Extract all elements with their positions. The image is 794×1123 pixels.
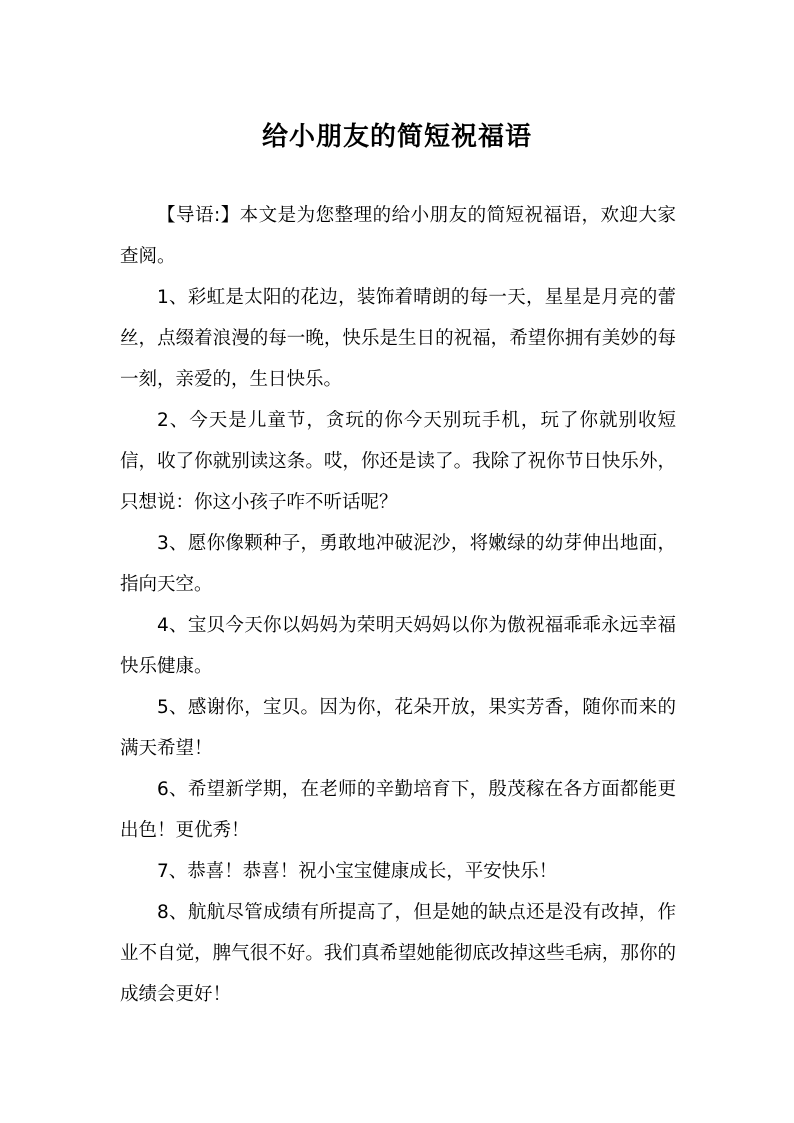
paragraph-item-3: 3、愿你像颗种子，勇敢地冲破泥沙，将嫩绿的幼芽伸出地面，指向天空。 bbox=[120, 533, 676, 595]
paragraph-intro: 【导语:】本文是为您整理的给小朋友的简短祝福语，欢迎大家查阅。 bbox=[120, 205, 676, 267]
paragraph-item-7: 7、恭喜！恭喜！祝小宝宝健康成长，平安快乐！ bbox=[157, 861, 558, 882]
document-body bbox=[120, 195, 676, 1015]
paragraph-item-5: 5、感谢你，宝贝。因为你，花朵开放，果实芳香，随你而来的满天希望！ bbox=[120, 697, 676, 759]
paragraph-item-4: 4、宝贝今天你以妈妈为荣明天妈妈以你为傲祝福乖乖永远幸福快乐健康。 bbox=[120, 615, 676, 677]
paragraph-item-6: 6、希望新学期，在老师的辛勤培育下，殷茂稼在各方面都能更出色！更优秀！ bbox=[120, 779, 676, 841]
page-title: 给小朋友的简短祝福语 bbox=[261, 122, 532, 153]
paragraph-item-8: 8、航航尽管成绩有所提高了，但是她的缺点还是没有改掉，作业不自觉，脾气很不好。我们真希望她能彻底改掉这些毛病，那你的成绩会更好！ bbox=[120, 902, 676, 1005]
paragraph-item-1: 1、彩虹是太阳的花边，装饰着晴朗的每一天，星星是月亮的蕾丝，点缀着浪漫的每一晚，快乐是生日的祝福，希望你拥有美妙的每一刻，亲爱的，生日快乐。 bbox=[120, 287, 676, 390]
paragraph-item-2: 2、今天是儿童节，贪玩的你今天别玩手机，玩了你就别收短信，收了你就别读这条。哎，你还是读了。我除了祝你节日快乐外，只想说：你这小孩子咋不听话呢？ bbox=[120, 410, 676, 513]
